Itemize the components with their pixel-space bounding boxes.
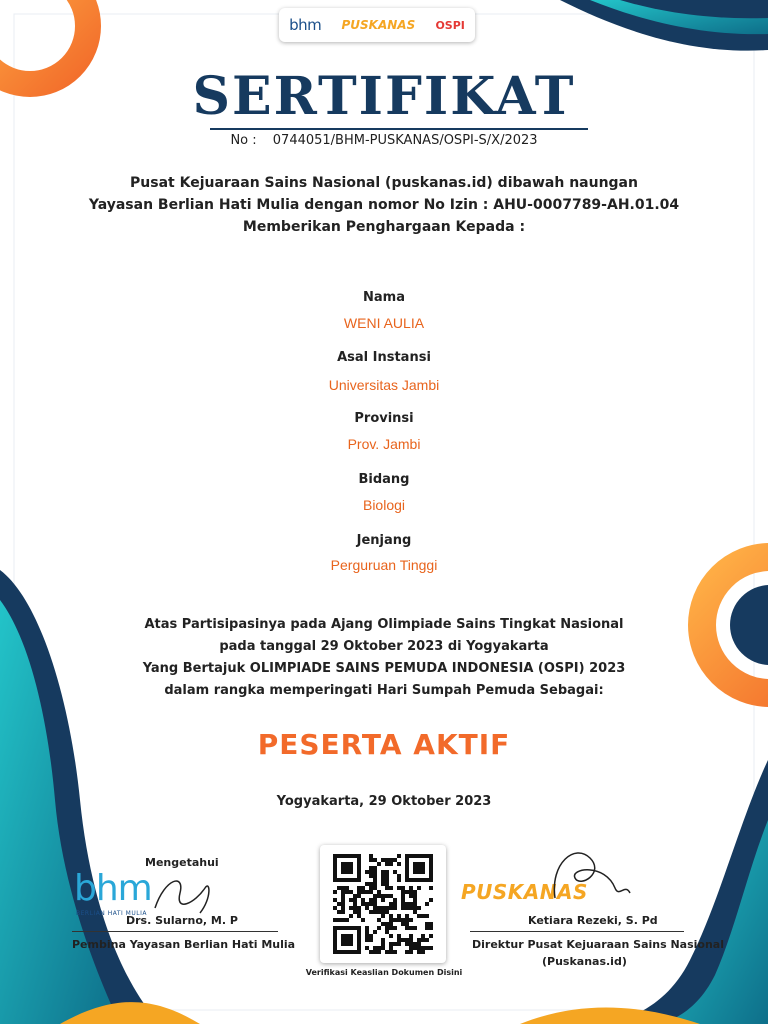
- puskanas-logo: PUSKANAS: [341, 18, 416, 32]
- field-label-nama: Nama: [363, 290, 405, 305]
- participation-text: [0, 614, 768, 702]
- left-signer-role: Pembina Yayasan Berlian Hati Mulia: [72, 938, 296, 951]
- field-label-provinsi: Provinsi: [354, 411, 414, 426]
- right-signer-name: Ketiara Rezeki, S. Pd: [528, 914, 658, 927]
- field-value-nama: WENI AULIA: [343, 315, 425, 331]
- bhm-signature-logo: bhm: [74, 868, 152, 909]
- left-signer-name: Drs. Sularno, M. P: [126, 914, 238, 927]
- qr-code[interactable]: [320, 845, 446, 963]
- participation-line: Yang Bertajuk OLIMPIADE SAINS PEMUDA INDONESIA (OSPI) 2023: [142, 661, 626, 676]
- right-signer-role-line2: (Puskanas.id): [542, 955, 627, 968]
- acknowledged-heading: Mengetahui: [145, 856, 219, 869]
- participation-line: pada tanggal 29 Oktober 2023 di Yogyakarta: [219, 639, 549, 654]
- right-signature-line: [470, 931, 684, 932]
- field-label-jenjang: Jenjang: [356, 533, 412, 548]
- award-title: PESERTA AKTIF: [257, 728, 511, 761]
- participation-line: Atas Partisipasinya pada Ajang Olimpiade Sains Tingkat Nasional: [144, 617, 624, 632]
- number-value: 0744051/BHM-PUSKANAS/OSPI-S/X/2023: [272, 133, 538, 148]
- signature-right-icon: [545, 843, 635, 913]
- field-label-instansi: Asal Instansi: [337, 350, 431, 365]
- intro-line: Yayasan Berlian Hati Mulia dengan nomor No Izin : AHU-0007789-AH.01.04: [88, 197, 680, 213]
- field-value-bidang: Biologi: [362, 497, 406, 513]
- right-signer-role-line1: Direktur Pusat Kejuaraan Sains Nasional: [472, 938, 724, 951]
- intro-line: Pusat Kejuaraan Sains Nasional (puskanas.id) dibawah naungan: [130, 175, 638, 191]
- field-label-bidang: Bidang: [358, 472, 410, 487]
- field-value-jenjang: Perguruan Tinggi: [330, 557, 438, 573]
- field-value-provinsi: Prov. Jambi: [347, 436, 421, 452]
- left-signature-line: [72, 931, 278, 932]
- title-underline: [210, 128, 588, 130]
- intro-text: [0, 172, 768, 238]
- certificate-title: SERTIFIKAT: [192, 66, 576, 127]
- qr-caption: Verifikasi Keaslian Dokumen Disini: [305, 968, 463, 977]
- ospi-logo: OSPI: [435, 18, 465, 32]
- bhm-logo-subtext: BERLIAN HATI MULIA: [76, 910, 147, 917]
- qr-code-icon: [320, 845, 446, 963]
- puskanas-signature-logo: PUSKANAS: [461, 880, 588, 904]
- place-date: Yogyakarta, 29 Oktober 2023: [276, 794, 492, 809]
- bhm-logo: bhm: [289, 16, 322, 34]
- certificate-number: [0, 133, 768, 148]
- number-label: No :: [230, 133, 257, 148]
- field-value-instansi: Universitas Jambi: [328, 377, 440, 393]
- intro-line: Memberikan Penghargaan Kepada :: [242, 219, 526, 235]
- participation-line: dalam rangka memperingati Hari Sumpah Pemuda Sebagai:: [164, 683, 604, 698]
- header-logo-bar: [279, 8, 475, 42]
